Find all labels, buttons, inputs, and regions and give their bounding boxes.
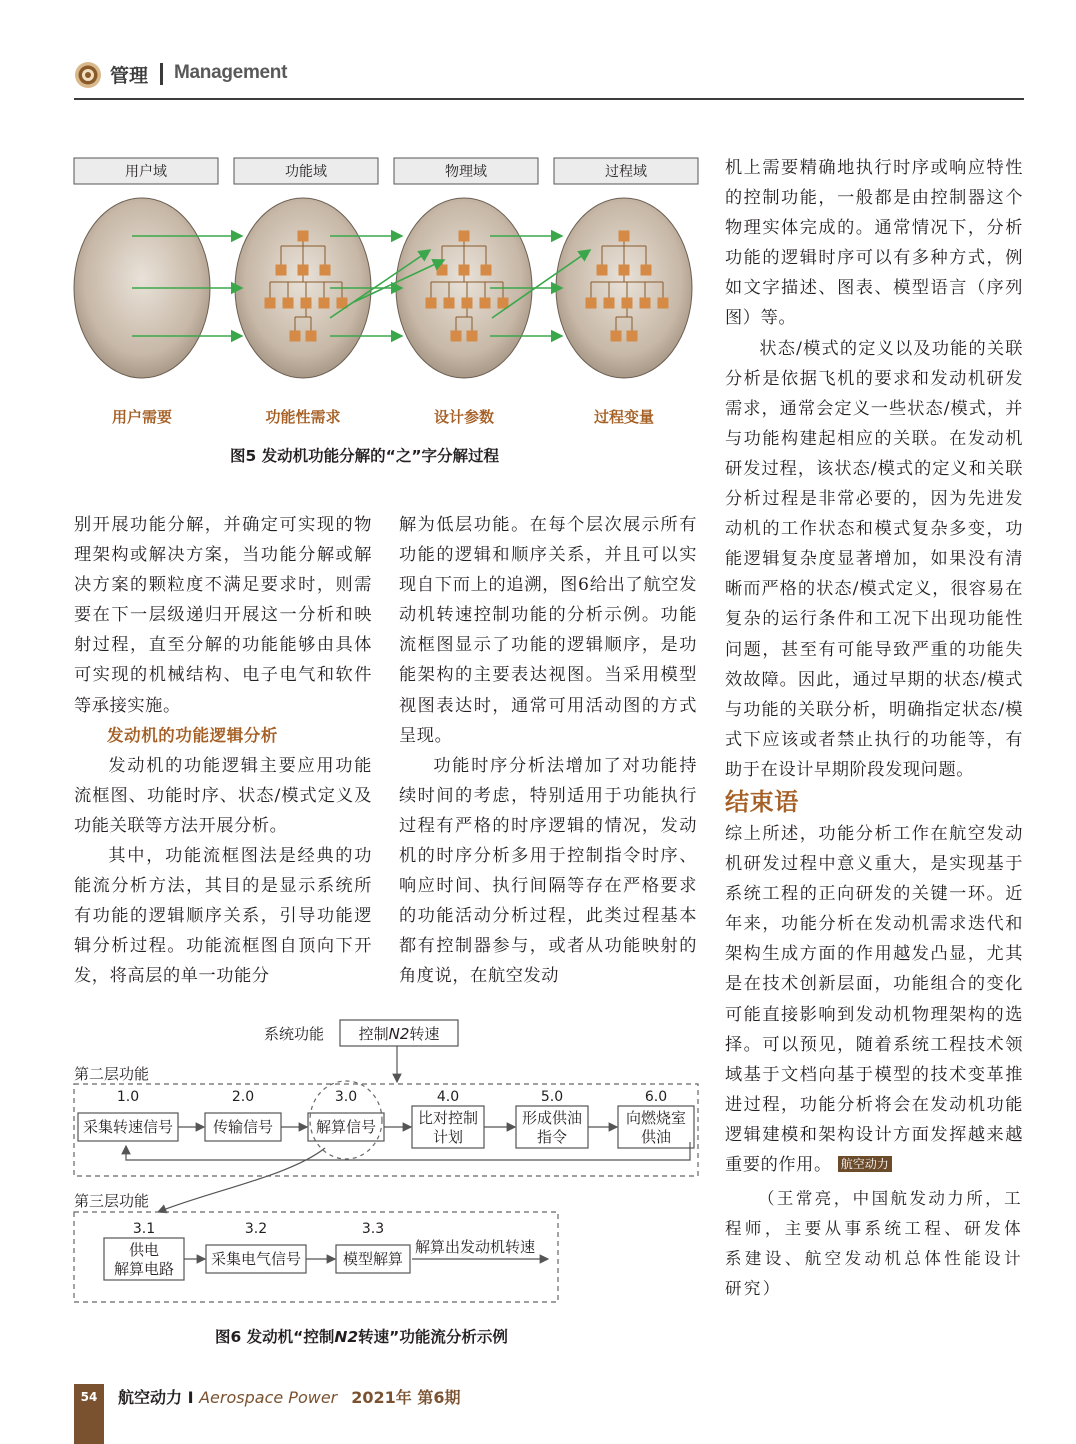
function-number: 3.0 <box>334 1089 358 1105</box>
decomposition-arrow <box>158 1148 325 1212</box>
hierarchy-node <box>597 265 608 276</box>
paragraph: 机上需要精确地执行时序或响应特性的控制功能，一般都是由控制器这个物理实体完成的。通常情况下，分析功能的逻辑时序可以有多种方式，例如文字描述、图表、模型语言（序列图）等。 <box>725 158 1023 329</box>
journal-logo-icon <box>74 61 102 89</box>
function-number: 2.0 <box>231 1089 255 1105</box>
system-function-label: 系统功能 <box>264 1025 325 1043</box>
hierarchy-node <box>306 331 317 342</box>
hierarchy-node <box>467 331 478 342</box>
column-3 <box>725 153 1023 1304</box>
hierarchy-node <box>283 298 294 309</box>
hierarchy-node <box>611 331 622 342</box>
figure-5-caption: 图5 发动机功能分解的“之”字分解过程 <box>230 447 500 465</box>
hierarchy-node <box>298 231 309 242</box>
domain-caption: 功能性需求 <box>265 408 341 426</box>
domain-caption: 设计参数 <box>433 408 495 426</box>
hierarchy-node <box>459 231 470 242</box>
hierarchy-node <box>451 331 462 342</box>
author-note: （王常亮，中国航发动力所，工程师，主要从事系统工程、研发体系建设、航空发动机总体性能设计研究） <box>725 1189 1023 1299</box>
function-label: 解算电路 <box>113 1260 175 1278</box>
conclusion-text: 综上所述，功能分析工作在航空发动机研发过程中意义重大，是实现基于系统工程的正向研发的关键一环。近年来，功能分析在发动机需求迭代和架构生成方面的作用越发凸显，尤其是在技术创新层面，功能组合的变化可能直接影响到发动机物理架构的选择。可以预见，随着系统工程技术领域基于文档向基于模型的技术变革推进过程，功能分析将会在发动机功能逻辑建模和架构设计方面发挥越来越重要的作用。 <box>725 823 1023 1175</box>
hierarchy-node <box>641 265 652 276</box>
function-label: 模型解算 <box>342 1250 404 1268</box>
footer-journal: 航空动力 I Aerospace Power 2021年 第6期 <box>118 1388 461 1407</box>
paragraph <box>725 819 1023 1180</box>
hierarchy-node <box>290 331 301 342</box>
section-title-cn: 管理 <box>110 65 149 87</box>
function-label: 采集电气信号 <box>210 1250 302 1268</box>
hierarchy-node <box>298 265 309 276</box>
paragraph: 发动机的功能逻辑主要应用功能流框图、功能时序、状态/模式定义及功能关联等方法开展分析。 <box>74 755 372 836</box>
system-function-text: 控制N2转速 <box>358 1025 440 1043</box>
function-label: 供电 <box>128 1241 160 1259</box>
paragraph: 功能时序分析法增加了对功能持续时间的考虑，特别适用于功能执行过程有严格的时序逻辑的情况，发动机的时序分析多用于控制指令时序、响应时间、执行间隔等存在严格要求的功能活动分析过程，此类过程基本都有控制器参与，或者从功能映射的角度说，在航空发动 <box>399 755 697 987</box>
function-number: 4.0 <box>436 1089 460 1105</box>
domain-label: 功能域 <box>285 164 327 180</box>
journal-brand-mark: 航空动力 <box>838 1156 892 1172</box>
conclusion-heading: 结束语 <box>725 787 799 816</box>
figure-6-diagram <box>70 1016 705 1311</box>
function-label: 向燃烧室 <box>625 1109 687 1127</box>
output-label: 解算出发动机转速 <box>415 1238 536 1256</box>
domain-caption: 过程变量 <box>593 408 655 426</box>
column-1 <box>74 510 372 992</box>
function-label: 计划 <box>432 1128 464 1146</box>
hierarchy-node <box>459 265 470 276</box>
domain-label: 过程域 <box>605 164 647 180</box>
hierarchy-node <box>301 298 312 309</box>
paragraph: 解为低层功能。在每个层次展示所有功能的逻辑和顺序关系，并且可以实现自下而上的追溯，图6给出了航空发动机转速控制功能的分析示例。功能流框图显示了功能的逻辑顺序，是功能架构的主要表达视图。当采用模型视图表达时，通常可用活动图的方式呈现。 <box>399 515 697 746</box>
header-divider <box>160 63 163 85</box>
function-number: 3.3 <box>361 1221 385 1237</box>
domain-label: 物理域 <box>445 164 487 180</box>
hierarchy-node <box>276 265 287 276</box>
hierarchy-node <box>658 298 669 309</box>
function-label: 供油 <box>640 1128 672 1146</box>
function-label: 解算信号 <box>315 1118 377 1136</box>
hierarchy-node <box>462 298 473 309</box>
hierarchy-node <box>586 298 597 309</box>
figure-5-diagram <box>72 150 702 440</box>
function-number: 6.0 <box>644 1089 668 1105</box>
layer-3-label: 第三层功能 <box>74 1192 150 1210</box>
hierarchy-node <box>437 265 448 276</box>
hierarchy-node <box>265 298 276 309</box>
paragraph: 别开展功能分解，并确定可实现的物理架构或解决方案，当功能分解或解决方案的颗粒度不满足要求时，则需要在下一层级递归开展这一分析和映射过程，直至分解的功能能够由具体可实现的机械结构、电子电气和软件等承接实施。 <box>74 515 372 716</box>
function-number: 1.0 <box>116 1089 140 1105</box>
domain-label: 用户域 <box>125 164 167 180</box>
header-rule <box>74 98 1024 100</box>
hierarchy-node <box>619 231 630 242</box>
domain-caption: 用户需要 <box>111 408 173 426</box>
hierarchy-node <box>622 298 633 309</box>
hierarchy-node <box>640 298 651 309</box>
function-label: 传输信号 <box>212 1118 274 1136</box>
hierarchy-node <box>426 298 437 309</box>
paragraph: 其中，功能流框图法是经典的功能流分析方法，其目的是显示系统所有功能的逻辑顺序关系，引导功能逻辑分析过程。功能流框图自顶向下开发，将高层的单一功能分 <box>74 846 372 987</box>
hierarchy-node <box>444 298 455 309</box>
figure-6-caption: 图6 发动机“控制N2转速”功能流分析示例 <box>215 1328 508 1346</box>
hierarchy-node <box>627 331 638 342</box>
function-label: 形成供油 <box>521 1109 583 1127</box>
function-label: 采集转速信号 <box>82 1118 174 1136</box>
hierarchy-node <box>481 265 492 276</box>
layer-2-label: 第二层功能 <box>74 1065 150 1083</box>
hierarchy-node <box>319 298 330 309</box>
function-number: 5.0 <box>540 1089 564 1105</box>
paragraph: 状态/模式的定义以及功能的关联分析是依据飞机的要求和发动机研发需求，通常会定义一些状态/模式，并与功能构建起相应的关联。在发动机研发过程，该状态/模式的定义和关联分析过程是非常必要的，因为先进发动机的工作状态和模式复杂多变，功能逻辑复杂度显著增加，如果没有清晰而严格的状态/模式定义，很容易在复杂的运行条件和工况下出现功能性问题，甚至有可能导致严重的功能失效故障。因此，通过早期的状态/模式与功能的关联分析，明确指定状态/模式下应该或者禁止执行的功能等，有助于在设计早期阶段发现问题。 <box>725 338 1023 780</box>
function-number: 3.1 <box>132 1221 156 1237</box>
hierarchy-node <box>320 265 331 276</box>
hierarchy-node <box>480 298 491 309</box>
column-2 <box>399 510 697 992</box>
hierarchy-node <box>604 298 615 309</box>
domain-ellipse <box>556 198 692 378</box>
function-number: 3.2 <box>244 1221 268 1237</box>
page-number: 54 <box>80 1390 98 1404</box>
section-title-en: Management <box>174 62 288 83</box>
function-label: 指令 <box>536 1128 568 1146</box>
function-label: 比对控制 <box>417 1109 479 1127</box>
subsection-heading: 发动机的功能逻辑分析 <box>107 725 278 745</box>
hierarchy-node <box>619 265 630 276</box>
feedback-arrow <box>126 1142 690 1160</box>
